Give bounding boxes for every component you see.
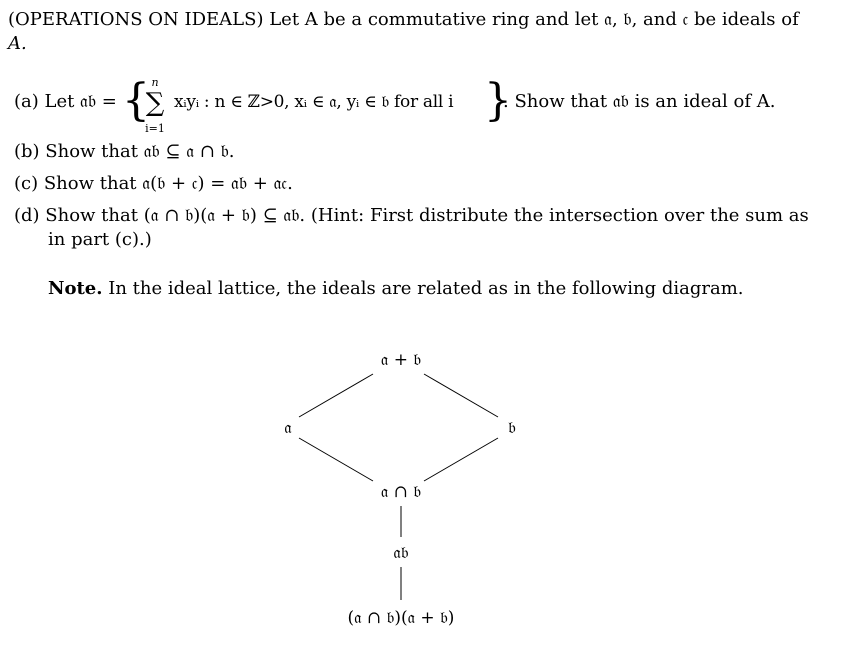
sum-upper-limit: n — [151, 76, 159, 89]
node-product: 𝔞𝔟 — [393, 543, 409, 563]
edge-a-to-meet — [299, 438, 373, 481]
node-sum: 𝔞 + 𝔟 — [380, 350, 422, 370]
problem-header-line-2: A. — [8, 33, 27, 54]
node-meet: 𝔞 ∩ 𝔟 — [380, 482, 422, 502]
part-c: (c) Show that 𝔞(𝔟 + 𝔠) = 𝔞𝔟 + 𝔞𝔠. — [14, 173, 293, 194]
edge-sum-to-a — [299, 374, 373, 417]
node-b: 𝔟 — [508, 418, 516, 438]
note-text: In the ideal lattice, the ideals are related as in the following diagram. — [102, 278, 744, 299]
part-a-label: (a) Let 𝔞𝔟 = — [14, 91, 117, 112]
sum-lower-limit: i=1 — [145, 122, 165, 135]
problem-header-line-1: (OPERATIONS ON IDEALS) Let A be a commutative ring and let 𝔞, 𝔟, and 𝔠 be ideals of — [8, 9, 799, 30]
sum-symbol: ∑ — [145, 88, 165, 118]
part-b: (b) Show that 𝔞𝔟 ⊆ 𝔞 ∩ 𝔟. — [14, 141, 235, 162]
edge-sum-to-b — [424, 374, 498, 417]
node-a: 𝔞 — [284, 418, 292, 438]
node-bottom: (𝔞 ∩ 𝔟)(𝔞 + 𝔟) — [347, 608, 455, 628]
left-brace: { — [122, 75, 150, 126]
edge-b-to-meet — [424, 438, 498, 481]
part-d-line-2: in part (c).) — [48, 229, 152, 250]
right-brace: } — [484, 75, 512, 126]
part-d-line-1: (d) Show that (𝔞 ∩ 𝔟)(𝔞 + 𝔟) ⊆ 𝔞𝔟. (Hint: First distribute the intersection over the sum as — [14, 205, 809, 226]
set-builder-body: xᵢyᵢ : n ∈ ℤ>0, xᵢ ∈ 𝔞, yᵢ ∈ 𝔟 for all i — [174, 92, 454, 112]
note-label: Note. — [48, 278, 103, 299]
part-a-tail: . Show that 𝔞𝔟 is an ideal of A. — [503, 91, 776, 112]
